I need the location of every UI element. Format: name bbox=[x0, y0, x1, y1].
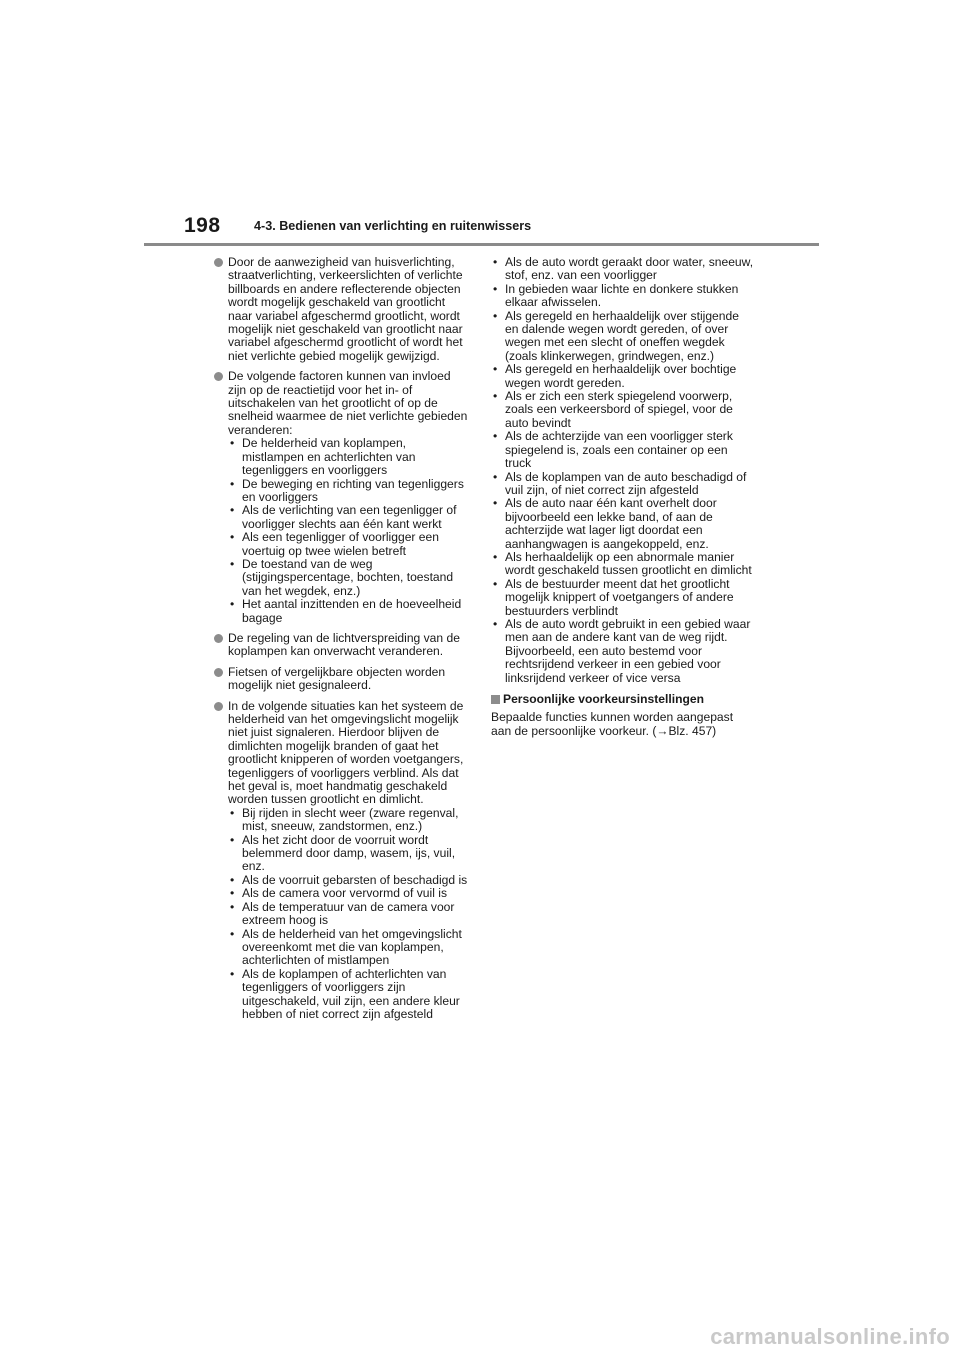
bullet-dot-icon bbox=[214, 372, 223, 381]
sub-list bbox=[228, 807, 470, 1022]
page-number: 198 bbox=[184, 214, 221, 237]
list-item: • Als er zich een sterk spiegelend voorwerp, zoals een verkeersbord of spiegel, voor de auto bevindt bbox=[491, 390, 755, 430]
sub-list bbox=[228, 437, 470, 625]
bullet-dot-icon bbox=[214, 668, 223, 677]
list-item: • De helderheid van koplampen, mistlampen en achterlichten van tegenliggers en voorliggers bbox=[228, 437, 470, 477]
list-item: • De toestand van de weg (stijgingspercentage, bochten, toestand van het wegdek, enz.) bbox=[228, 558, 470, 598]
header-divider bbox=[144, 243, 819, 246]
bullet-dot-icon bbox=[214, 258, 223, 267]
bullet-dot-icon bbox=[214, 702, 223, 711]
list-item: • Als de koplampen van de auto beschadigd of vuil zijn, of niet correct zijn afgesteld bbox=[491, 471, 755, 498]
list-item: • Als geregeld en herhaaldelijk over stijgende en dalende wegen wordt gereden, of over wegen met een slecht of oneffen wegdek (zoals klinkerwegen, grindwegen, enz.) bbox=[491, 310, 755, 364]
list-item: • Als de koplampen of achterlichten van tegenliggers of voorliggers zijn uitgeschakeld, vuil zijn, een andere kleur hebben of niet correct zijn afgesteld bbox=[228, 968, 470, 1022]
paragraph-text: Fietsen of vergelijkbare objecten worden mogelijk niet gesignaleerd. bbox=[228, 664, 446, 693]
section-title: 4-3. Bedienen van verlichting en ruitenwissers bbox=[254, 219, 532, 233]
list-item: • Als de auto wordt geraakt door water, sneeuw, stof, enz. van een voorligger bbox=[491, 256, 755, 283]
list-item: • Als de helderheid van het omgevingslicht overeenkomt met die van koplampen, achterlichten of mistlampen bbox=[228, 928, 470, 968]
list-item: • Als een tegenligger of voorligger een voertuig op twee wielen betreft bbox=[228, 531, 470, 558]
list-item: • Als de auto wordt gebruikt in een gebied waar men aan de andere kant van de weg rijdt. Bijvoorbeeld, een auto bestemd voor rechtsrijdend verkeer in een gebied voor linksrijdend verkeer of vice versa bbox=[491, 618, 755, 685]
list-item: • In gebieden waar lichte en donkere stukken elkaar afwisselen. bbox=[491, 283, 755, 310]
list-item: • Als het zicht door de voorruit wordt belemmerd door damp, wasem, ijs, vuil, enz. bbox=[228, 834, 470, 874]
bullet-dot-icon bbox=[214, 634, 223, 643]
section-heading bbox=[491, 693, 755, 706]
bullet-paragraph bbox=[214, 370, 470, 625]
bullet-paragraph bbox=[214, 700, 470, 1022]
paragraph-text: In de volgende situaties kan het systeem de helderheid van het omgevingslicht mogelijk niet juist signaleren. Hierdoor blijven de dimlichten mogelijk branden of gaat het grootlicht knipperen of worden voetgangers, tegenliggers of voorliggers verblind. Als dat het geval is, moet handmatig geschakeld worden tussen grootlicht en dimlicht. bbox=[228, 698, 464, 807]
list-item: • Het aantal inzittenden en de hoeveelheid bagage bbox=[228, 598, 470, 625]
sub-list bbox=[491, 256, 755, 685]
right-column bbox=[491, 256, 755, 738]
bullet-paragraph bbox=[214, 256, 470, 363]
watermark-logo: carmanualsonline.info bbox=[710, 1324, 950, 1349]
list-item: • Als herhaaldelijk op een abnormale manier wordt geschakeld tussen grootlicht en dimlicht bbox=[491, 551, 755, 578]
body-text: Bepaalde functies kunnen worden aangepast aan de persoonlijke voorkeur. (→Blz. 457) bbox=[491, 710, 734, 738]
heading-text: Persoonlijke voorkeursinstellingen bbox=[503, 692, 704, 706]
paragraph-text: Door de aanwezigheid van huisverlichting, straatverlichting, verkeerslichten of verlichte billboards en andere reflecterende objecten wordt mogelijk geschakeld van grootlicht naar variabel afgeschermd grootlicht, wordt mogelijk niet geschakeld van grootlicht naar variabel afgeschermd grootlicht of wordt het niet verlichte gebied mogelijk gewijzigd. bbox=[228, 255, 463, 363]
square-bullet-icon bbox=[491, 695, 500, 704]
list-item: • Als de temperatuur van de camera voor extreem hoog is bbox=[228, 901, 470, 928]
list-item: • Als de voorruit gebarsten of beschadigd is bbox=[228, 874, 470, 887]
list-item: • De beweging en richting van tegenliggers en voorliggers bbox=[228, 478, 470, 505]
left-column bbox=[214, 256, 470, 1028]
paragraph-text: De regeling van de lichtverspreiding van de koplampen kan onverwacht veranderen. bbox=[228, 630, 460, 659]
list-item: • Als de camera voor vervormd of vuil is bbox=[228, 887, 470, 900]
paragraph-text: De volgende factoren kunnen van invloed zijn op de reactietijd voor het in- of uitschakelen van het grootlicht of op de snelheid waarmee de niet verlichte gebieden veranderen: bbox=[228, 369, 468, 437]
list-item: • Bij rijden in slecht weer (zware regenval, mist, sneeuw, zandstormen, enz.) bbox=[228, 807, 470, 834]
bullet-paragraph bbox=[214, 666, 470, 693]
list-item: • Als geregeld en herhaaldelijk over bochtige wegen wordt gereden. bbox=[491, 363, 755, 390]
list-item: • Als de achterzijde van een voorligger sterk spiegelend is, zoals een container op een truck bbox=[491, 430, 755, 470]
list-item: • Als de auto naar één kant overhelt door bijvoorbeeld een lekke band, of aan de achterzijde wat lager ligt doordat een aanhangwagen is aangekoppeld, enz. bbox=[491, 497, 755, 551]
list-item: • Als de verlichting van een tegenligger of voorligger slechts aan één kant werkt bbox=[228, 504, 470, 531]
list-item: • Als de bestuurder meent dat het grootlicht mogelijk knippert of voetgangers of andere bestuurders verblindt bbox=[491, 578, 755, 618]
bullet-paragraph bbox=[214, 632, 470, 659]
